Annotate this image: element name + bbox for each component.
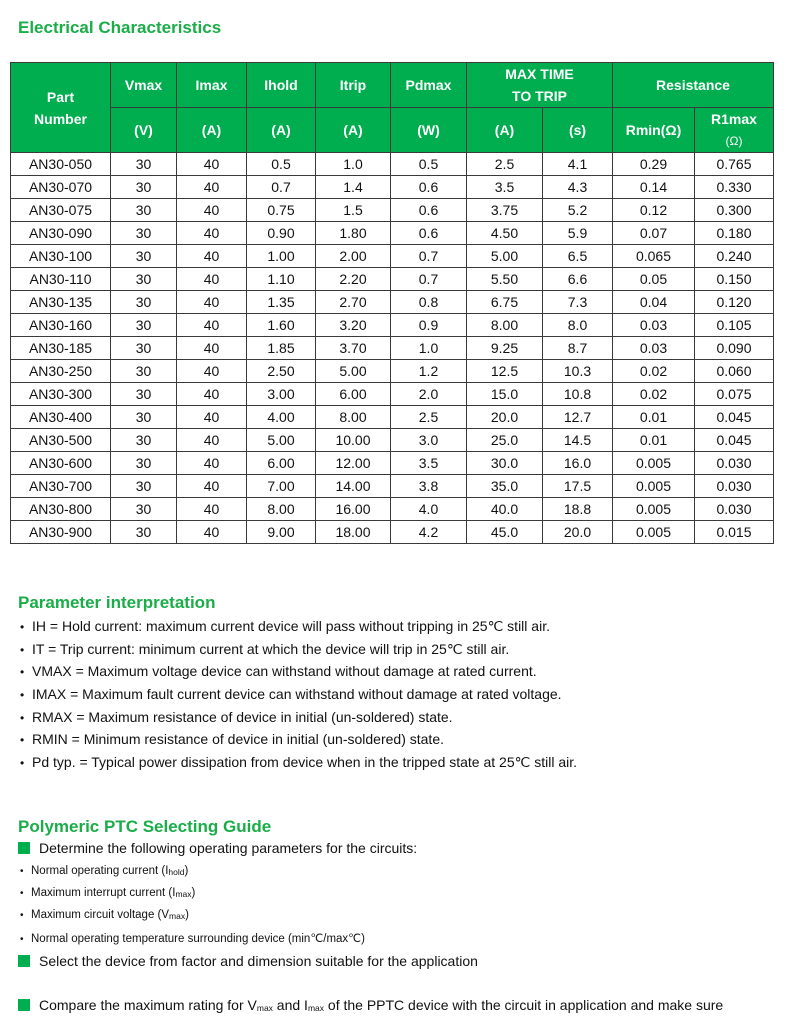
- cell-rmin: 0.04: [613, 291, 695, 314]
- header-itrip: Itrip: [316, 63, 391, 108]
- cell-ihold: 5.00: [247, 429, 316, 452]
- bullet-icon: •: [20, 710, 25, 725]
- cell-trip-time: 10.8: [543, 383, 613, 406]
- header-imax: Imax: [177, 63, 247, 108]
- cell-pdmax: 0.6: [391, 176, 467, 199]
- cell-trip-current: 30.0: [467, 452, 543, 475]
- cell-pdmax: 1.2: [391, 360, 467, 383]
- cell-part-number: AN30-110: [11, 268, 111, 291]
- cell-rmin: 0.03: [613, 314, 695, 337]
- cell-ihold: 6.00: [247, 452, 316, 475]
- cell-trip-time: 18.8: [543, 498, 613, 521]
- cell-vmax: 30: [111, 199, 177, 222]
- parameter-item: • VMAX = Maximum voltage device can withstand without damage at rated current.: [20, 661, 577, 684]
- cell-rmin: 0.07: [613, 222, 695, 245]
- cell-vmax: 30: [111, 521, 177, 544]
- cell-imax: 40: [177, 498, 247, 521]
- cell-ihold: 1.85: [247, 337, 316, 360]
- cell-trip-time: 6.6: [543, 268, 613, 291]
- bullet-icon: •: [20, 866, 24, 877]
- cell-part-number: AN30-070: [11, 176, 111, 199]
- cell-r1max: 0.765: [695, 153, 774, 176]
- table-row: [11, 314, 774, 337]
- cell-vmax: 30: [111, 314, 177, 337]
- parameter-item: • IH = Hold current: maximum current device will pass without tripping in 25℃ still air.: [20, 616, 577, 639]
- cell-trip-time: 6.5: [543, 245, 613, 268]
- cell-itrip: 8.00: [316, 406, 391, 429]
- cell-trip-time: 5.2: [543, 199, 613, 222]
- cell-part-number: AN30-700: [11, 475, 111, 498]
- cell-pdmax: 2.0: [391, 383, 467, 406]
- cell-pdmax: 3.5: [391, 452, 467, 475]
- table-body: [11, 153, 774, 544]
- cell-pdmax: 2.5: [391, 406, 467, 429]
- bullet-icon: •: [20, 620, 25, 634]
- cell-imax: 40: [177, 245, 247, 268]
- cell-rmin: 0.14: [613, 176, 695, 199]
- cell-vmax: 30: [111, 153, 177, 176]
- unit-vmax: (V): [111, 108, 177, 153]
- cell-r1max: 0.030: [695, 475, 774, 498]
- cell-trip-time: 7.3: [543, 291, 613, 314]
- cell-r1max: 0.030: [695, 452, 774, 475]
- cell-part-number: AN30-800: [11, 498, 111, 521]
- bullet-icon: •: [20, 910, 24, 921]
- cell-part-number: AN30-160: [11, 314, 111, 337]
- cell-part-number: AN30-250: [11, 360, 111, 383]
- cell-vmax: 30: [111, 176, 177, 199]
- table-row: [11, 406, 774, 429]
- cell-rmin: 0.29: [613, 153, 695, 176]
- cell-part-number: AN30-400: [11, 406, 111, 429]
- parameter-interpretation-title: Parameter interpretation: [18, 593, 216, 612]
- cell-part-number: AN30-100: [11, 245, 111, 268]
- cell-pdmax: 0.5: [391, 153, 467, 176]
- cell-trip-current: 12.5: [467, 360, 543, 383]
- cell-imax: 40: [177, 199, 247, 222]
- cell-ihold: 2.50: [247, 360, 316, 383]
- cell-part-number: AN30-050: [11, 153, 111, 176]
- guide-sub-item: • Maximum interrupt current $(I_{max})$: [20, 887, 196, 899]
- cell-vmax: 30: [111, 337, 177, 360]
- cell-pdmax: 0.6: [391, 222, 467, 245]
- cell-rmin: 0.065: [613, 245, 695, 268]
- cell-r1max: 0.180: [695, 222, 774, 245]
- cell-itrip: 16.00: [316, 498, 391, 521]
- cell-r1max: 0.030: [695, 498, 774, 521]
- cell-vmax: 30: [111, 498, 177, 521]
- parameter-item: • IMAX = Maximum fault current device can withstand without damage at rated voltage.: [20, 684, 577, 707]
- cell-vmax: 30: [111, 429, 177, 452]
- guide-sub-item: • Normal operating current $(I_{hold})$: [20, 865, 189, 877]
- cell-ihold: 1.10: [247, 268, 316, 291]
- table-row: [11, 498, 774, 521]
- cell-trip-current: 3.75: [467, 199, 543, 222]
- bullet-icon: •: [20, 756, 25, 771]
- cell-imax: 40: [177, 521, 247, 544]
- cell-itrip: 1.0: [316, 153, 391, 176]
- cell-trip-time: 8.0: [543, 314, 613, 337]
- cell-ihold: 8.00: [247, 498, 316, 521]
- header-max-time-to-trip: MAX TIME TO TRIP: [467, 63, 613, 108]
- guide-step-3: Compare the maximum rating for $V_{max}$ and $I_{max}$ of the PPTC device with the circuit in application and make sure: [18, 997, 723, 1013]
- cell-trip-time: 20.0: [543, 521, 613, 544]
- cell-r1max: 0.105: [695, 314, 774, 337]
- cell-pdmax: 4.0: [391, 498, 467, 521]
- cell-part-number: AN30-075: [11, 199, 111, 222]
- cell-trip-time: 8.7: [543, 337, 613, 360]
- table-row: [11, 452, 774, 475]
- cell-itrip: 1.4: [316, 176, 391, 199]
- cell-imax: 40: [177, 383, 247, 406]
- cell-trip-current: 3.5: [467, 176, 543, 199]
- cell-rmin: 0.02: [613, 383, 695, 406]
- green-square-bullet-icon: [18, 999, 30, 1011]
- table-row: [11, 475, 774, 498]
- guide-sub-item: • Normal operating temperature surrounding device (min℃/max℃): [20, 933, 365, 945]
- unit-imax: (A): [177, 108, 247, 153]
- cell-vmax: 30: [111, 406, 177, 429]
- cell-trip-current: 2.5: [467, 153, 543, 176]
- header-pdmax: Pdmax: [391, 63, 467, 108]
- cell-r1max: 0.090: [695, 337, 774, 360]
- cell-trip-current: 4.50: [467, 222, 543, 245]
- cell-vmax: 30: [111, 383, 177, 406]
- cell-trip-time: 5.9: [543, 222, 613, 245]
- unit-ihold: (A): [247, 108, 316, 153]
- table-row: [11, 521, 774, 544]
- cell-pdmax: 0.9: [391, 314, 467, 337]
- cell-vmax: 30: [111, 452, 177, 475]
- cell-imax: 40: [177, 314, 247, 337]
- cell-imax: 40: [177, 337, 247, 360]
- cell-part-number: AN30-090: [11, 222, 111, 245]
- cell-pdmax: 3.8: [391, 475, 467, 498]
- cell-rmin: 0.12: [613, 199, 695, 222]
- cell-part-number: AN30-185: [11, 337, 111, 360]
- cell-r1max: 0.120: [695, 291, 774, 314]
- cell-vmax: 30: [111, 245, 177, 268]
- table-row: [11, 268, 774, 291]
- cell-itrip: 3.70: [316, 337, 391, 360]
- cell-ihold: 0.75: [247, 199, 316, 222]
- cell-itrip: 1.80: [316, 222, 391, 245]
- cell-ihold: 7.00: [247, 475, 316, 498]
- table-row: [11, 245, 774, 268]
- cell-trip-current: 5.00: [467, 245, 543, 268]
- cell-pdmax: 1.0: [391, 337, 467, 360]
- header-vmax: Vmax: [111, 63, 177, 108]
- cell-itrip: 12.00: [316, 452, 391, 475]
- cell-part-number: AN30-900: [11, 521, 111, 544]
- unit-r1max: R1max (Ω): [695, 108, 774, 153]
- cell-trip-current: 25.0: [467, 429, 543, 452]
- green-square-bullet-icon: [18, 955, 30, 967]
- cell-part-number: AN30-135: [11, 291, 111, 314]
- cell-vmax: 30: [111, 268, 177, 291]
- cell-vmax: 30: [111, 291, 177, 314]
- cell-part-number: AN30-600: [11, 452, 111, 475]
- cell-r1max: 0.045: [695, 429, 774, 452]
- cell-r1max: 0.045: [695, 406, 774, 429]
- cell-rmin: 0.01: [613, 406, 695, 429]
- bullet-icon: •: [20, 688, 25, 703]
- table-row: [11, 222, 774, 245]
- header-ihold: Ihold: [247, 63, 316, 108]
- cell-r1max: 0.300: [695, 199, 774, 222]
- cell-imax: 40: [177, 176, 247, 199]
- selecting-guide-title: Polymeric PTC Selecting Guide: [18, 817, 272, 836]
- cell-trip-current: 45.0: [467, 521, 543, 544]
- green-square-bullet-icon: [18, 842, 30, 854]
- cell-ihold: 4.00: [247, 406, 316, 429]
- cell-ihold: 0.7: [247, 176, 316, 199]
- cell-imax: 40: [177, 222, 247, 245]
- cell-imax: 40: [177, 360, 247, 383]
- cell-ihold: 1.35: [247, 291, 316, 314]
- cell-itrip: 10.00: [316, 429, 391, 452]
- cell-itrip: 1.5: [316, 199, 391, 222]
- cell-imax: 40: [177, 475, 247, 498]
- cell-r1max: 0.075: [695, 383, 774, 406]
- cell-trip-current: 40.0: [467, 498, 543, 521]
- cell-rmin: 0.005: [613, 521, 695, 544]
- guide-step-2: Select the device from factor and dimension suitable for the application: [18, 953, 478, 969]
- parameter-list: [20, 616, 577, 775]
- cell-trip-time: 14.5: [543, 429, 613, 452]
- cell-itrip: 3.20: [316, 314, 391, 337]
- cell-trip-time: 16.0: [543, 452, 613, 475]
- table-row: [11, 360, 774, 383]
- guide-step-1: Determine the following operating parameters for the circuits:: [18, 840, 417, 856]
- cell-vmax: 30: [111, 222, 177, 245]
- header-resistance: Resistance: [613, 63, 774, 108]
- table-row: [11, 176, 774, 199]
- cell-r1max: 0.060: [695, 360, 774, 383]
- cell-r1max: 0.330: [695, 176, 774, 199]
- cell-trip-current: 5.50: [467, 268, 543, 291]
- cell-trip-time: 4.3: [543, 176, 613, 199]
- cell-ihold: 0.90: [247, 222, 316, 245]
- cell-rmin: 0.05: [613, 268, 695, 291]
- unit-trip-time: (s): [543, 108, 613, 153]
- cell-ihold: 9.00: [247, 521, 316, 544]
- cell-ihold: 3.00: [247, 383, 316, 406]
- cell-rmin: 0.005: [613, 475, 695, 498]
- cell-r1max: 0.015: [695, 521, 774, 544]
- cell-vmax: 30: [111, 475, 177, 498]
- cell-rmin: 0.005: [613, 452, 695, 475]
- cell-pdmax: 0.8: [391, 291, 467, 314]
- cell-ihold: 1.00: [247, 245, 316, 268]
- table-row: [11, 153, 774, 176]
- cell-pdmax: 4.2: [391, 521, 467, 544]
- cell-part-number: AN30-300: [11, 383, 111, 406]
- unit-trip-current: (A): [467, 108, 543, 153]
- parameter-item: • Pd typ. = Typical power dissipation from device when in the tripped state at 25℃ still air.: [20, 752, 577, 775]
- cell-trip-time: 12.7: [543, 406, 613, 429]
- cell-imax: 40: [177, 153, 247, 176]
- cell-r1max: 0.150: [695, 268, 774, 291]
- cell-pdmax: 0.7: [391, 268, 467, 291]
- cell-trip-current: 9.25: [467, 337, 543, 360]
- bullet-icon: •: [20, 934, 24, 945]
- cell-trip-time: 17.5: [543, 475, 613, 498]
- parameter-item: • IT = Trip current: minimum current at which the device will trip in 25℃ still air.: [20, 639, 577, 662]
- cell-part-number: AN30-500: [11, 429, 111, 452]
- cell-r1max: 0.240: [695, 245, 774, 268]
- cell-itrip: 6.00: [316, 383, 391, 406]
- cell-rmin: 0.03: [613, 337, 695, 360]
- cell-itrip: 2.70: [316, 291, 391, 314]
- cell-trip-current: 15.0: [467, 383, 543, 406]
- unit-pdmax: (W): [391, 108, 467, 153]
- header-part-number: Part Number: [11, 63, 111, 153]
- cell-itrip: 2.00: [316, 245, 391, 268]
- cell-ihold: 0.5: [247, 153, 316, 176]
- cell-itrip: 5.00: [316, 360, 391, 383]
- parameter-item: • RMIN = Minimum resistance of device in initial (un-soldered) state.: [20, 729, 577, 752]
- table-row: [11, 383, 774, 406]
- table-row: [11, 291, 774, 314]
- cell-rmin: 0.02: [613, 360, 695, 383]
- table-row: [11, 429, 774, 452]
- cell-itrip: 2.20: [316, 268, 391, 291]
- cell-trip-current: 35.0: [467, 475, 543, 498]
- cell-rmin: 0.01: [613, 429, 695, 452]
- cell-itrip: 18.00: [316, 521, 391, 544]
- cell-trip-time: 4.1: [543, 153, 613, 176]
- cell-trip-current: 20.0: [467, 406, 543, 429]
- cell-pdmax: 0.7: [391, 245, 467, 268]
- cell-pdmax: 0.6: [391, 199, 467, 222]
- cell-rmin: 0.005: [613, 498, 695, 521]
- cell-ihold: 1.60: [247, 314, 316, 337]
- cell-pdmax: 3.0: [391, 429, 467, 452]
- cell-itrip: 14.00: [316, 475, 391, 498]
- parameter-item: • RMAX = Maximum resistance of device in initial (un-soldered) state.: [20, 707, 577, 730]
- bullet-icon: •: [20, 665, 25, 680]
- electrical-characteristics-title: Electrical Characteristics: [18, 18, 222, 37]
- table-row: [11, 337, 774, 360]
- cell-vmax: 30: [111, 360, 177, 383]
- bullet-icon: •: [20, 733, 25, 748]
- guide-sub-item: • Maximum circuit voltage $(V_{max})$: [20, 909, 189, 921]
- cell-trip-time: 10.3: [543, 360, 613, 383]
- cell-imax: 40: [177, 268, 247, 291]
- cell-imax: 40: [177, 291, 247, 314]
- bullet-icon: •: [20, 642, 25, 657]
- cell-imax: 40: [177, 452, 247, 475]
- unit-rmin: Rmin(Ω): [613, 108, 695, 153]
- cell-trip-current: 8.00: [467, 314, 543, 337]
- unit-itrip: (A): [316, 108, 391, 153]
- bullet-icon: •: [20, 888, 24, 899]
- cell-trip-current: 6.75: [467, 291, 543, 314]
- electrical-characteristics-table: [10, 62, 774, 544]
- cell-imax: 40: [177, 406, 247, 429]
- table-row: [11, 199, 774, 222]
- cell-imax: 40: [177, 429, 247, 452]
